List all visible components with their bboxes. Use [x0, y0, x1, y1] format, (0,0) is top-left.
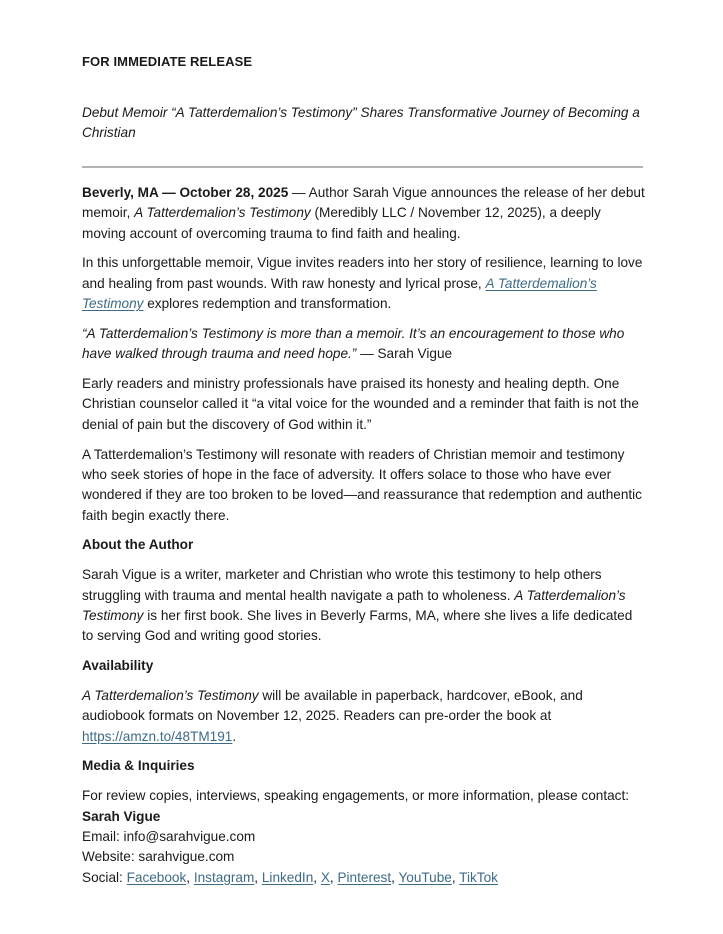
social-link-youtube[interactable]: YouTube	[398, 869, 452, 885]
about-paragraph: Sarah Vigue is a writer, marketer and Christian who wrote this testimony to help others struggling with trauma and mental health navigate a path to wholeness. A Tatterdemalion’s Testimony is her first book. She lives in Beverly Farms, MA, where she lives a life dedicated to serving God and writing good stories.	[82, 567, 633, 644]
quote-paragraph	[82, 324, 647, 365]
about-heading: About the Author	[82, 537, 194, 553]
divider	[82, 166, 643, 168]
social-link-pinterest[interactable]: Pinterest	[337, 869, 392, 885]
release-label: FOR IMMEDIATE RELEASE	[82, 54, 253, 69]
intro-paragraph: Beverly, MA — October 28, 2025 — Author Sarah Vigue announces the release of her debut memoir, A Tatterdemalion’s Testimony (Meredibly LLC / November 12, 2025), a deeply moving account of overcoming trauma to find faith and healing.	[82, 185, 645, 241]
social-link-instagram[interactable]: Instagram	[193, 869, 255, 885]
social-link-facebook[interactable]: Facebook	[126, 869, 187, 885]
availability-paragraph: A Tatterdemalion’s Testimony will be available in paperback, hardcover, eBook, and audiobook formats on November 12, 2025. Readers can pre-order the book at https://amzn.to/48TM191.	[82, 687, 583, 744]
contact-name: Sarah Vigue	[82, 808, 161, 824]
website-address: sarahvigue.com	[138, 849, 235, 865]
social-link-x[interactable]: X	[320, 869, 330, 885]
contact-email: Email: info@sarahvigue.com	[82, 828, 256, 844]
audience-paragraph: A Tatterdemalion’s Testimony will resonate with readers of Christian memoir and testimony who seek stories of hope in the face of adversity. It offers solace to those who have ever wondered if they are too broken to be loved—and reassurance that redemption and authentic faith begin exactly there.	[82, 446, 642, 523]
book-title: A Tatterdemalion’s Testimony	[134, 205, 311, 221]
email-address: info@sarahvigue.com	[123, 828, 256, 844]
book-title-link[interactable]: A Tatterdemalion’s Testimony	[82, 275, 597, 312]
quote-attribution: — Sarah Vigue	[356, 346, 453, 362]
contact-website: Website: sarahvigue.com	[82, 849, 235, 865]
book-title: A Tatterdemalion’s Testimony	[82, 587, 626, 623]
subhead: Debut Memoir “A Tatterdemalion’s Testimony” Shares Transformative Journey of Becoming a Christian	[82, 105, 640, 140]
contact-social: Social: Facebook, Instagram, LinkedIn, X, Pinterest, YouTube, TikTok	[82, 869, 498, 885]
quote-text: “A Tatterdemalion’s Testimony is more than a memoir. It’s an encouragement to those who have walked through trauma and need hope.”	[82, 325, 625, 362]
social-link-tiktok[interactable]: TikTok	[459, 869, 498, 885]
media-heading: Media & Inquiries	[82, 758, 195, 774]
release-body	[82, 183, 647, 888]
praise-paragraph: Early readers and ministry professionals have praised its honesty and healing depth. One Christian counselor called it “a vital voice for the wounded and a reminder that faith is not the denial of pain but the discovery of God within it.”	[82, 376, 639, 432]
dateline: Beverly, MA — October 28, 2025	[82, 185, 289, 200]
book-title: A Tatterdemalion’s Testimony	[82, 687, 259, 703]
preorder-link[interactable]: https://amzn.to/48TM191	[82, 728, 233, 744]
memoir-paragraph: In this unforgettable memoir, Vigue invites readers into her story of resilience, learning to love and healing from past wounds. With raw honesty and lyrical prose, A Tatterdemalion’s Testimony explores redemption and transformation.	[82, 255, 643, 312]
social-link-linkedin[interactable]: LinkedIn	[261, 869, 314, 885]
contact-intro: For review copies, interviews, speaking engagements, or more information, please contact:	[82, 788, 630, 804]
availability-heading: Availability	[82, 658, 154, 674]
contact-block	[82, 786, 647, 887]
